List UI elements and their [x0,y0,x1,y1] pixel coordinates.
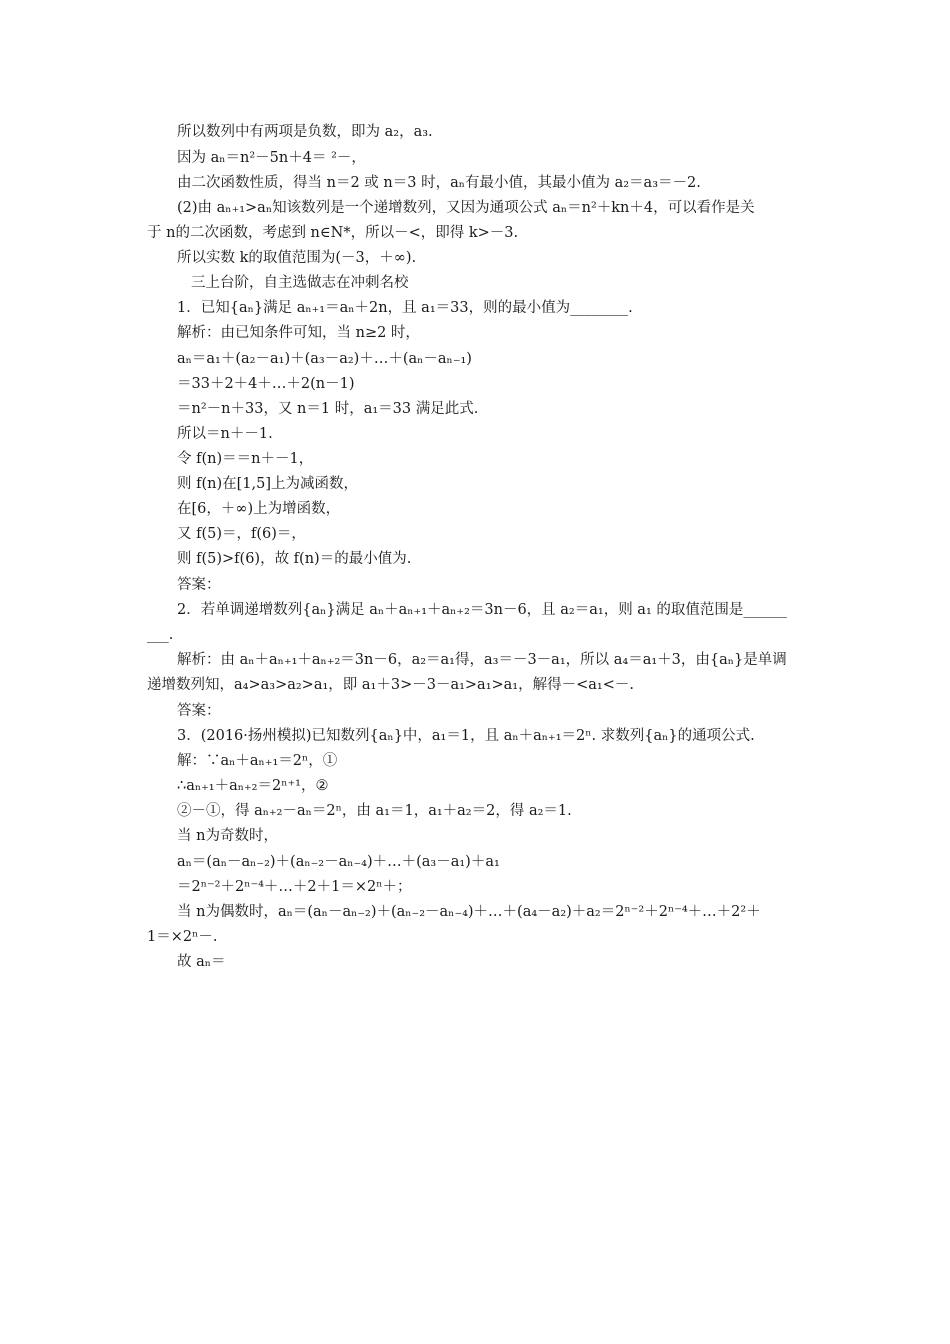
text-line: 所以数列中有两项是负数，即为 a₂，a₃. [177,124,433,140]
text-line: 解：∵aₙ＋aₙ₊₁＝2ⁿ，① [177,753,338,769]
text-line: 解析：由已知条件可知，当 n≥2 时， [177,325,420,341]
question-1: 1．已知{aₙ}满足 aₙ₊₁＝aₙ＋2n，且 a₁＝33，则的最小值为________. [177,300,633,316]
text-line: 又 f(5)＝，f(6)＝， [177,526,306,542]
text-line: (2)由 aₙ₊₁>aₙ知该数列是一个递增数列，又因为通项公式 aₙ＝n²＋kn＋4，可以看作是关 [177,200,755,216]
question-3: 3．(2016·扬州模拟)已知数列{aₙ}中，a₁＝1，且 aₙ＋aₙ₊₁＝2ⁿ. 求数列{aₙ}的通项公式. [177,728,755,744]
text-line: 所以＝n＋－1. [177,426,273,442]
text-line: ＝2ⁿ⁻²＋2ⁿ⁻⁴＋…＋2＋1＝×2ⁿ＋； [177,879,412,895]
text-line: 则 f(n)在[1,5]上为减函数， [177,476,359,492]
section-heading: 三上台阶，自主选做志在冲刺名校 [191,275,409,291]
text-line: 则 f(5)>f(6)，故 f(n)＝的最小值为. [177,551,412,567]
text-line: aₙ＝(aₙ－aₙ₋₂)＋(aₙ₋₂－aₙ₋₄)＋…＋(a₃－a₁)＋a₁ [177,854,500,870]
text-line: 当 n为奇数时， [177,828,278,844]
text-line: 令 f(n)＝＝n＋－1， [177,451,314,467]
answer-label: 答案： [177,577,221,593]
text-line: 因为 aₙ＝n²－5n＋4＝ ²－， [177,150,366,166]
text-line: 1＝×2ⁿ－. [147,929,218,945]
text-line: 故 aₙ＝ [177,954,226,970]
text-line: 由二次函数性质，得当 n＝2 或 n＝3 时，aₙ有最小值，其最小值为 a₂＝a₃＝－2. [177,175,701,191]
question-2: 2．若单调递增数列{aₙ}满足 aₙ＋aₙ₊₁＋aₙ₊₂＝3n－6，且 a₂＝a₁，则 a₁ 的取值范围是______ [177,602,787,618]
text-line: ∴aₙ₊₁＋aₙ₊₂＝2ⁿ⁺¹，② [177,778,329,794]
text-line: 当 n为偶数时，aₙ＝(aₙ－aₙ₋₂)＋(aₙ₋₂－aₙ₋₄)＋…＋(a₄－a₂)＋a₂＝2ⁿ⁻²＋2ⁿ⁻⁴＋…＋2²＋ [177,904,761,920]
text-line: ②－①，得 aₙ₊₂－aₙ＝2ⁿ，由 a₁＝1，a₁＋a₂＝2，得 a₂＝1. [177,803,572,819]
text-line: 所以实数 k的取值范围为(－3，＋∞). [177,250,417,266]
text-line: ___. [147,627,174,643]
text-line: 递增数列知，a₄>a₃>a₂>a₁，即 a₁＋3>－3－a₁>a₁>a₁，解得－<a₁<－. [147,677,634,693]
answer-label: 答案： [177,703,221,719]
text-line: 于 n的二次函数，考虑到 n∈N*，所以－<，即得 k>－3. [147,225,519,241]
text-line: ＝33＋2＋4＋…＋2(n－1) [177,376,355,392]
text-line: 在[6，＋∞)上为增函数， [177,501,341,517]
text-line: ＝n²－n＋33，又 n＝1 时，a₁＝33 满足此式. [177,401,479,417]
text-line: aₙ＝a₁＋(a₂－a₁)＋(a₃－a₂)＋…＋(aₙ－aₙ₋₁) [177,351,472,367]
text-line: 解析：由 aₙ＋aₙ₊₁＋aₙ₊₂＝3n－6，a₂＝a₁得，a₃＝－3－a₁，所以 a₄＝a₁＋3，由{aₙ}是单调 [177,652,787,668]
